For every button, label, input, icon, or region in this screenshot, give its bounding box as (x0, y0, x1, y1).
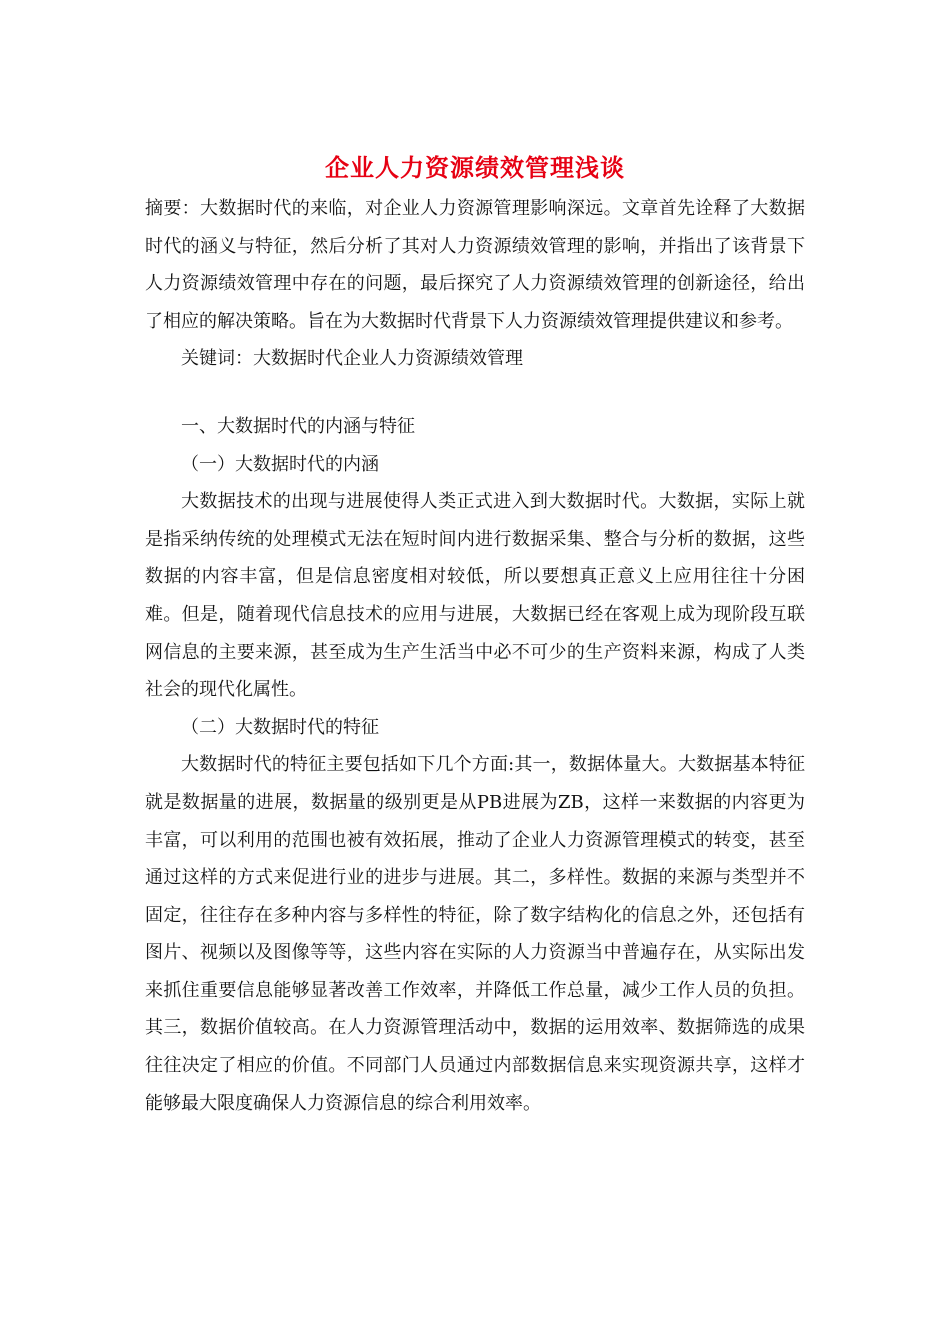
document-title: 企业人力资源绩效管理浅谈 (325, 153, 625, 182)
abstract-paragraph: 摘要：大数据时代的来临，对企业人力资源管理影响深远。文章首先诠释了大数据时代的涵义与特征，然后分析了其对人力资源绩效管理的影响，并指出了该背景下人力资源绩效管理中存在的问题，最后探究了人力资源绩效管理的创新途径，给出了相应的解决策略。旨在为大数据时代背景下人力资源绩效管理提供建议和参考。 (145, 198, 805, 332)
subsection-heading-1: （一）大数据时代的内涵 (181, 453, 379, 475)
document-content (145, 146, 805, 1122)
subsection-1-body: 大数据技术的出现与进展使得人类正式进入到大数据时代。大数据，实际上就是指采纳传统的处理模式无法在短时间内进行数据采集、整合与分析的数据，这些数据的内容丰富，但是信息密度相对较低，所以要想真正意义上应用往往十分困难。但是，随着现代信息技术的应用与进展，大数据已经在客观上成为现阶段互联网信息的主要来源，甚至成为生产生活当中必不可少的生产资料来源，构成了人类社会的现代化属性。 (145, 491, 805, 701)
blank-line (145, 378, 805, 408)
section-heading-1: 一、大数据时代的内涵与特征 (181, 415, 415, 437)
subsection-heading-2: （二）大数据时代的特征 (181, 716, 379, 738)
keywords-line: 关键词：大数据时代企业人力资源绩效管理 (181, 348, 523, 370)
subsection-2-body: 大数据时代的特征主要包括如下几个方面:其一，数据体量大。大数据基本特征就是数据量的进展，数据量的级别更是从PB进展为ZB，这样一来数据的内容更为丰富，可以利用的范围也被有效拓展，推动了企业人力资源管理模式的转变，甚至通过这样的方式来促进行业的进步与进展。其二，多样性。数据的来源与类型并不固定，往往存在多种内容与多样性的特征，除了数字结构化的信息之外，还包括有图片、视频以及图像等等，这些内容在实际的人力资源当中普遍存在，从实际出发来抓住重要信息能够显著改善工作效率，并降低工作总量，减少工作人员的负担。其三，数据价值较高。在人力资源管理活动中，数据的运用效率、数据筛选的成果往往决定了相应的价值。不同部门人员通过内部数据信息来实现资源共享，这样才能够最大限度确保人力资源信息的综合利用效率。 (145, 754, 805, 1114)
